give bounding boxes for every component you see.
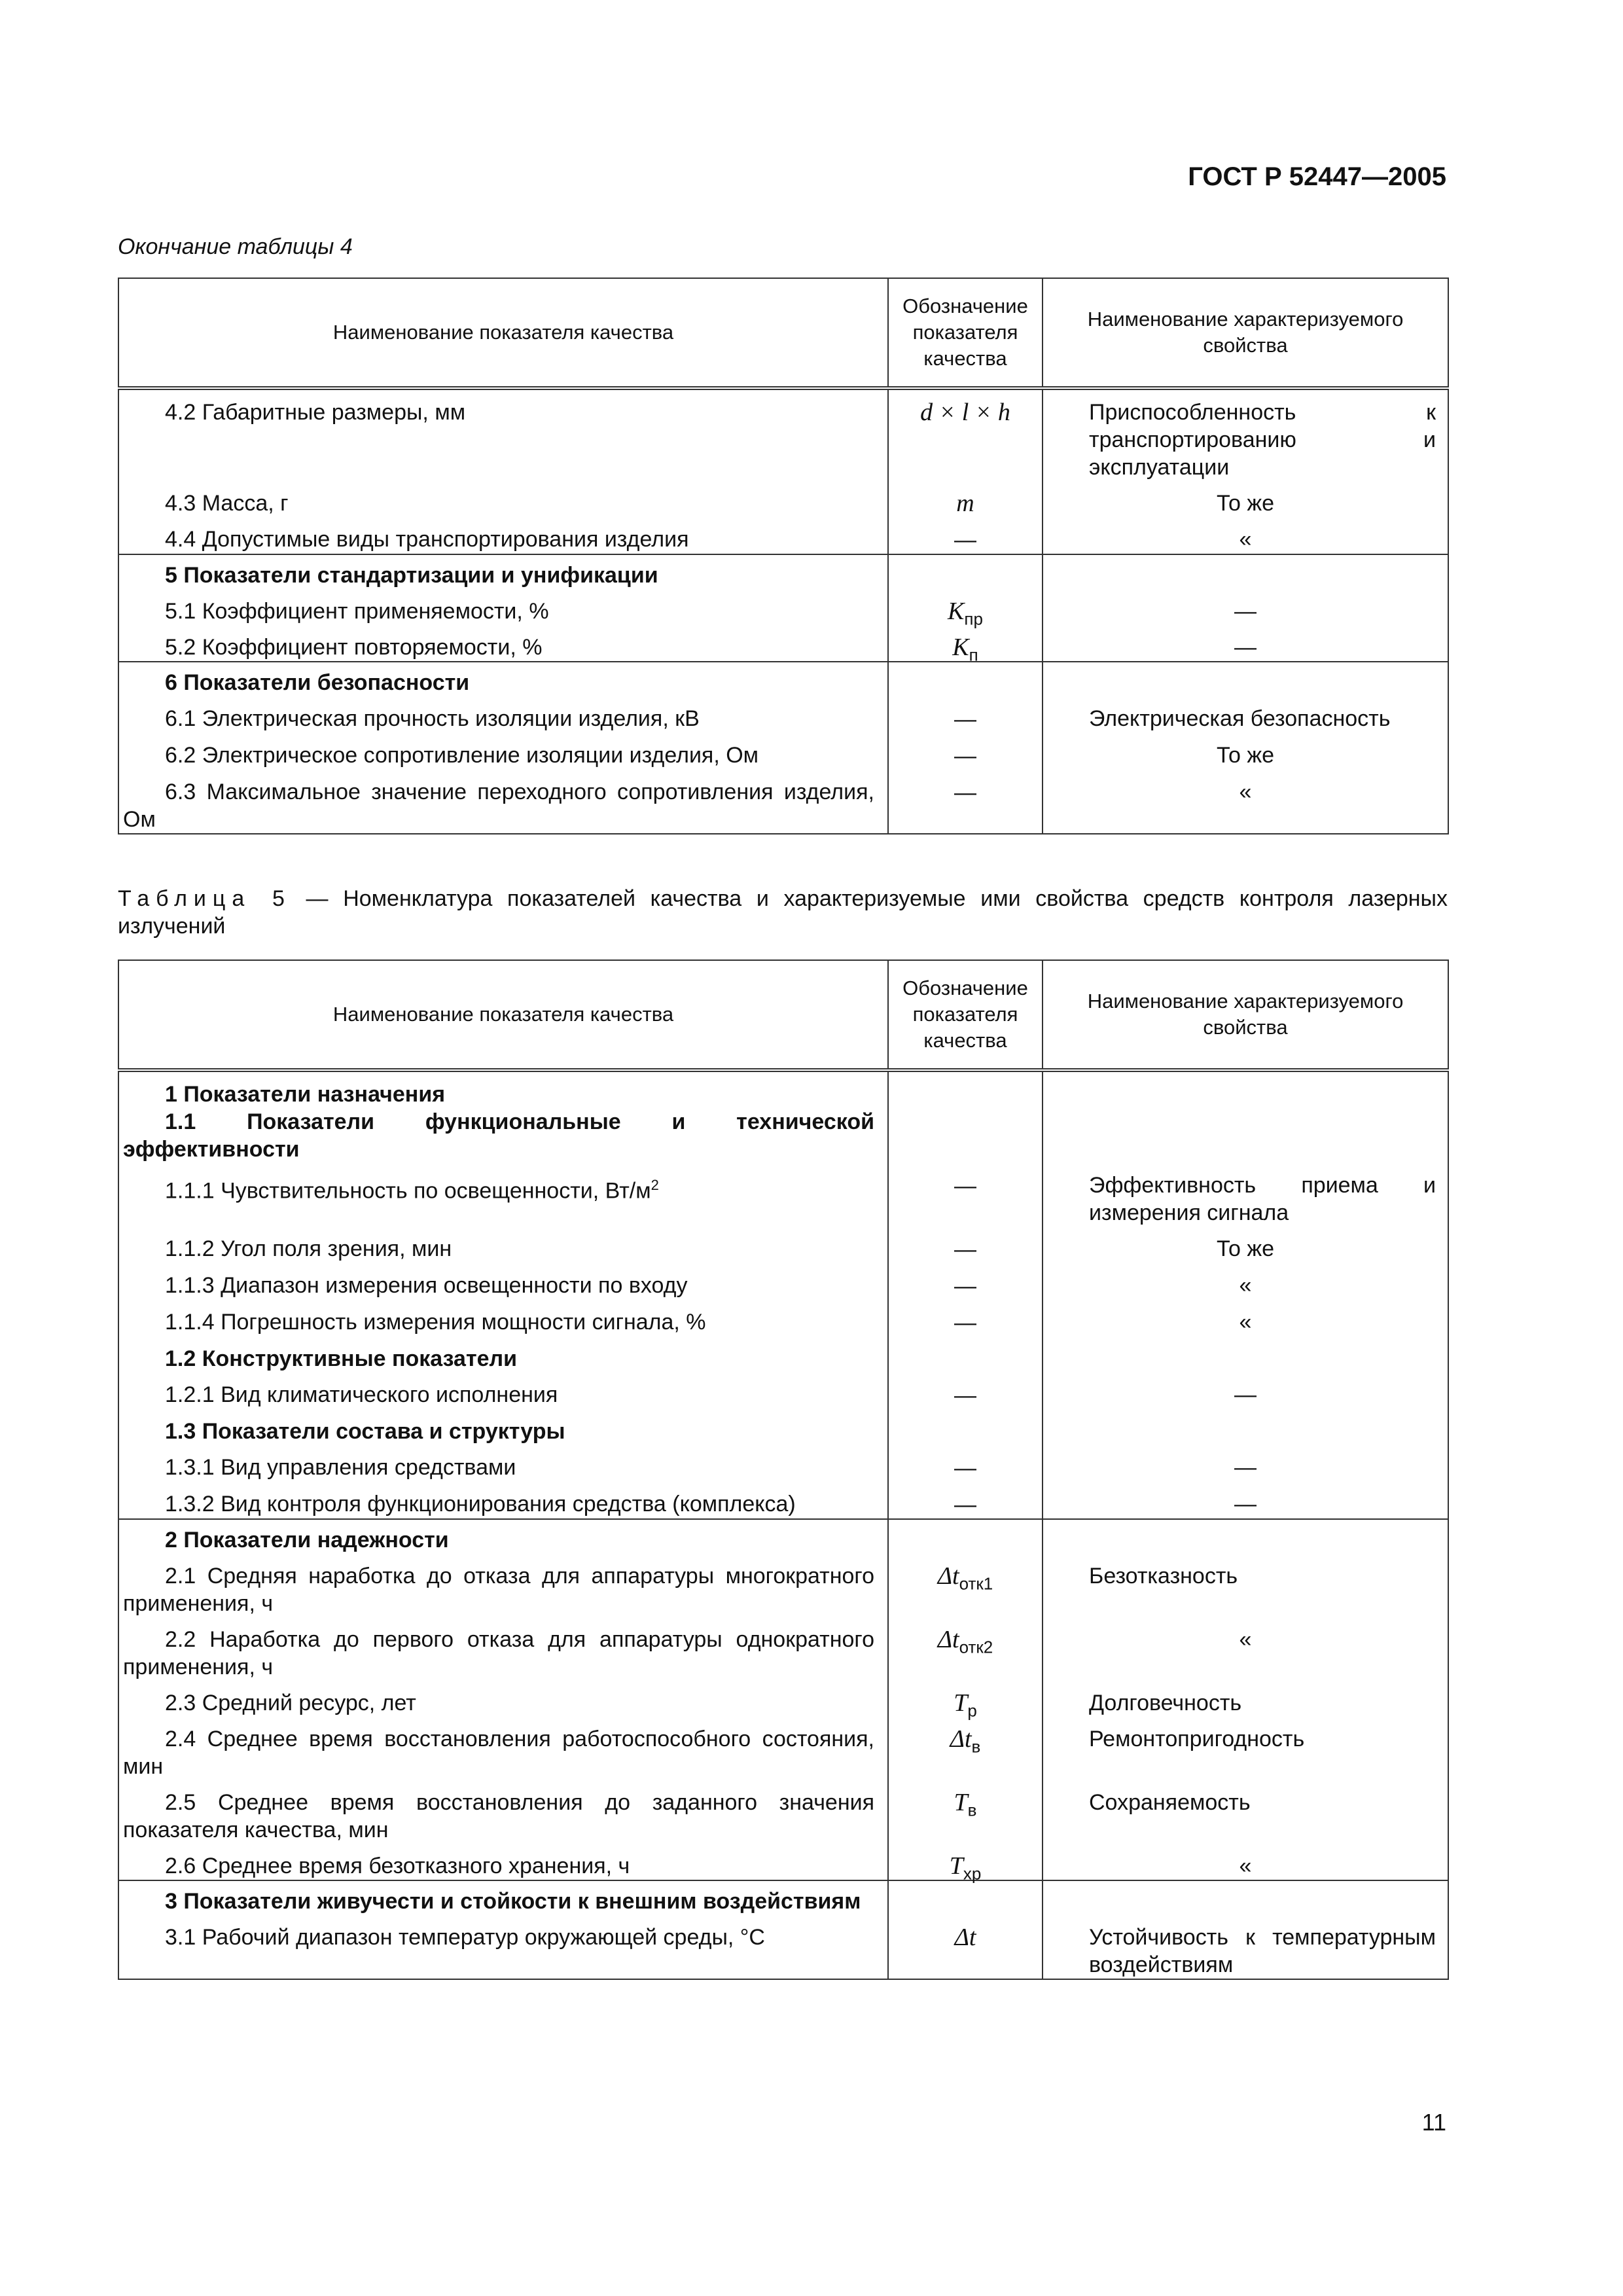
row-symbol: $\Delta t_{отк2}$ [888, 1617, 1043, 1681]
table-row [118, 1300, 1448, 1336]
row-property: Безотказность [1043, 1554, 1448, 1617]
table-row [118, 388, 1448, 481]
row-property: Электрическая безопасность [1043, 696, 1448, 733]
row-symbol: — [954, 1383, 976, 1408]
row-property: То же [1043, 733, 1448, 770]
column-header-symbol: Обозначение показателя качества [888, 960, 1043, 1070]
table-row [118, 1681, 1448, 1717]
row-symbol: — [954, 780, 976, 805]
row-name: 2.6 Среднее время безотказного хранения, ч [165, 1854, 630, 1878]
row-name: 2.4 Среднее время восстановления работоспособного состояния, мин [123, 1727, 874, 1779]
row-name: 6.3 Максимальное значение переходного сопротивления изделия, Ом [123, 780, 874, 832]
row-symbol: — [954, 1456, 976, 1480]
row-name: 1.3.1 Вид управления средствами [165, 1455, 516, 1480]
row-name: 1.1.2 Угол поля зрения, мин [165, 1236, 452, 1261]
column-header-name: Наименование показателя качества [118, 278, 888, 388]
table-row [118, 1617, 1448, 1681]
table-row [118, 1915, 1448, 1979]
column-header-property: Наименование характеризуемого свойства [1043, 278, 1448, 388]
row-property: — [1043, 1372, 1448, 1409]
table4-caption: Окончание таблицы 4 [118, 234, 353, 259]
row-symbol: — [954, 744, 976, 768]
row-property: « [1043, 1617, 1448, 1681]
row-symbol: $K_п$ [888, 625, 1043, 662]
table-row [118, 1227, 1448, 1263]
row-name: 5.1 Коэффициент применяемости, % [165, 599, 549, 624]
row-property: « [1043, 1300, 1448, 1336]
group-heading: 5 Показатели стандартизации и унификации [165, 563, 658, 588]
row-symbol: $\Delta t_{отк1}$ [888, 1554, 1043, 1617]
group-heading: 2 Показатели надежности [165, 1528, 449, 1552]
row-property: Устойчивость к температурным воздействиям [1043, 1915, 1448, 1979]
table-row-group [118, 1409, 1448, 1445]
row-property: — [1043, 1445, 1448, 1482]
table-row [118, 625, 1448, 662]
row-symbol: — [954, 1310, 976, 1335]
table-row [118, 517, 1448, 554]
row-property: То же [1043, 1227, 1448, 1263]
table-row [118, 1554, 1448, 1617]
column-header-symbol: Обозначение показателя качества [888, 278, 1043, 388]
row-symbol: — [954, 1492, 976, 1517]
table-row [118, 1780, 1448, 1844]
row-name: 6.1 Электрическая прочность изоляции изделия, кВ [165, 706, 700, 731]
row-symbol: $T_{хр}$ [888, 1844, 1043, 1880]
table5 [118, 960, 1449, 1980]
row-name: 2.5 Среднее время восстановления до заданного значения показателя качества, мин [123, 1790, 874, 1842]
table-row [118, 1445, 1448, 1482]
row-symbol: Δt [888, 1915, 1043, 1979]
row-symbol: $T_р$ [888, 1681, 1043, 1717]
table5-caption-label: Таблица 5 [118, 886, 291, 911]
row-symbol: $\Delta t_в$ [888, 1717, 1043, 1780]
document-id: ГОСТ Р 52447—2005 [1188, 162, 1446, 191]
column-header-property: Наименование характеризуемого свойства [1043, 960, 1448, 1070]
table5-caption-text: — Номенклатура показателей качества и характеризуемые ими свойства средств контроля лазерных излучений [118, 886, 1448, 939]
row-property: « [1043, 1263, 1448, 1300]
row-property: — [1043, 1482, 1448, 1519]
group-heading: 1 Показатели назначения [165, 1082, 446, 1107]
column-header-name: Наименование показателя качества [118, 960, 888, 1070]
row-property: — [1043, 589, 1448, 625]
subgroup-heading: 1.1 Показатели функциональные и технической эффективности [123, 1109, 874, 1162]
table-row [118, 733, 1448, 770]
table-row [118, 770, 1448, 834]
row-property: Эффективность приема и измерения сигнала [1043, 1163, 1448, 1227]
row-property: Долговечность [1043, 1681, 1448, 1717]
group-heading: 3 Показатели живучести и стойкости к внешним воздействиям [165, 1889, 861, 1914]
superscript: 2 [651, 1177, 659, 1193]
table-row-group [118, 1336, 1448, 1372]
table-row [118, 1482, 1448, 1519]
row-name: 4.3 Масса, г [165, 491, 289, 516]
subgroup-heading: 1.2 Конструктивные показатели [165, 1346, 518, 1371]
row-property: Сохраняемость [1043, 1780, 1448, 1844]
row-name: 2.3 Средний ресурс, лет [165, 1691, 416, 1715]
row-name: 1.3.2 Вид контроля функционирования средства (комплекса) [165, 1492, 796, 1516]
row-property: « [1043, 1844, 1448, 1880]
row-symbol: $T_в$ [888, 1780, 1043, 1844]
page-number: 11 [1421, 2109, 1446, 2136]
row-symbol: m [888, 481, 1043, 517]
row-name: 4.4 Допустимые виды транспортирования изделия [165, 527, 689, 552]
row-name: 2.1 Средняя наработка до отказа для аппаратуры многократного применения, ч [123, 1564, 874, 1616]
table5-header-row [118, 960, 1448, 1070]
table4-header-row [118, 278, 1448, 388]
row-name: 5.2 Коэффициент повторяемости, % [165, 635, 543, 660]
row-property: Ремонтопригодность [1043, 1717, 1448, 1780]
row-property: То же [1043, 481, 1448, 517]
row-property: « [1043, 770, 1448, 834]
row-symbol: — [954, 528, 976, 552]
table-row [118, 1844, 1448, 1880]
table-row-group [118, 1519, 1448, 1554]
subgroup-heading: 1.3 Показатели состава и структуры [165, 1419, 565, 1444]
row-symbol: — [954, 1274, 976, 1299]
table-row-group [118, 1880, 1448, 1915]
row-name: 1.1.1 Чувствительность по освещенности, $Вт/м^2$ [165, 1177, 659, 1204]
row-property: — [1043, 625, 1448, 662]
table-row [118, 1163, 1448, 1227]
row-name: 4.2 Габаритные размеры, мм [165, 400, 466, 425]
row-symbol: — [954, 707, 976, 732]
row-name: 2.2 Наработка до первого отказа для аппаратуры однократного применения, ч [123, 1627, 874, 1679]
table-row [118, 1263, 1448, 1300]
table-row-group [118, 662, 1448, 696]
row-name: 3.1 Рабочий диапазон температур окружающей среды, °C [165, 1925, 765, 1950]
table-row-group [118, 554, 1448, 589]
row-symbol: $K_{пр}$ [888, 589, 1043, 625]
row-symbol: — [954, 1174, 976, 1198]
row-name: 6.2 Электрическое сопротивление изоляции изделия, Ом [165, 743, 759, 768]
row-property: « [1043, 517, 1448, 554]
group-heading: 6 Показатели безопасности [165, 670, 470, 695]
row-symbol: d × l × h [888, 388, 1043, 481]
row-name: 1.2.1 Вид климатического исполнения [165, 1382, 558, 1407]
row-symbol: — [954, 1237, 976, 1262]
table-row-group [118, 1070, 1448, 1163]
table4 [118, 278, 1449, 834]
table-row [118, 1372, 1448, 1409]
table-row [118, 696, 1448, 733]
table-row [118, 1717, 1448, 1780]
table5-caption [118, 885, 1448, 940]
table-row [118, 481, 1448, 517]
row-name: 1.1.3 Диапазон измерения освещенности по входу [165, 1273, 688, 1298]
row-name: 1.1.4 Погрешность измерения мощности сигнала, % [165, 1310, 706, 1335]
table-row [118, 589, 1448, 625]
row-property: Приспособленность к транспортированию и эксплуатации [1043, 388, 1448, 481]
